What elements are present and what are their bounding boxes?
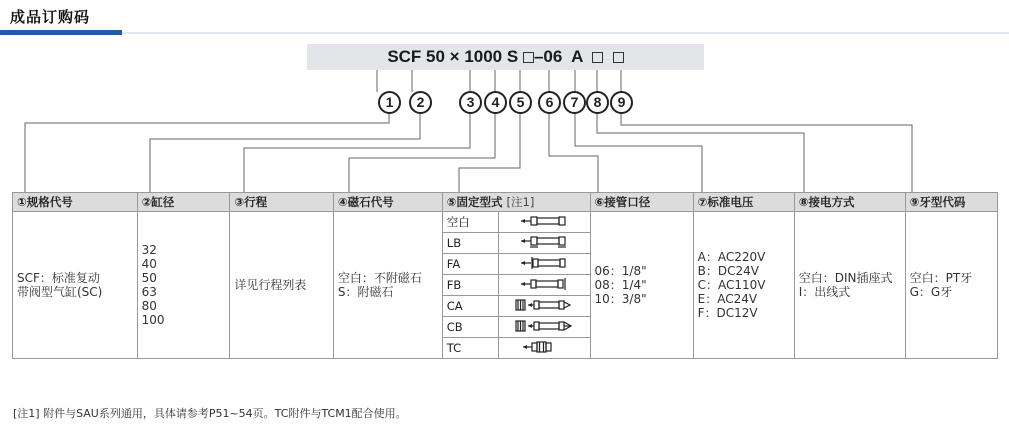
header-magnet: ④磁石代号: [333, 193, 442, 212]
rear-flange-cylinder-icon: [499, 275, 590, 296]
header-spec: ①规格代号: [13, 193, 138, 212]
wiring-cell: 空白：DIN插座式 I：出线式: [794, 212, 905, 359]
port-cell: 06：1/8" 08：1/4" 10：3/8": [590, 212, 693, 359]
mounting-label: FB: [442, 275, 498, 296]
circle-marker-2: 2: [409, 91, 432, 114]
circle-marker-8: 8: [586, 91, 609, 114]
spec-cell: SCF：标准复动 带阀型气缸(SC): [13, 212, 138, 359]
header-bore: ②缸径: [137, 193, 230, 212]
thread-cell: 空白：PT牙 G：G牙: [905, 212, 997, 359]
circle-marker-7: 7: [563, 91, 586, 114]
order-code-table: [12, 192, 998, 359]
mounting-label: LB: [442, 233, 498, 254]
stroke-cell: 详见行程列表: [230, 212, 334, 359]
mounting-label: CB: [442, 317, 498, 338]
header-port: ⑥接管口径: [590, 193, 693, 212]
circle-marker-4: 4: [484, 91, 507, 114]
voltage-cell: A：AC220V B：DC24V C：AC110V E：AC24V F：DC12V: [693, 212, 794, 359]
order-code-part2: –06 A: [533, 47, 593, 66]
order-code-part1: SCF 50 × 1000 S: [387, 47, 523, 66]
footnote: [注1] 附件与SAU系列通用，具体请参考P51~54页。TC附件与TCM1配合使用。: [13, 407, 407, 420]
mounting-label: 空白: [442, 212, 498, 233]
foot-mount-cylinder-icon: [499, 233, 590, 254]
header-voltage: ⑦标准电压: [693, 193, 794, 212]
single-clevis-cylinder-icon: [499, 296, 590, 317]
header-mounting-note: [注1]: [506, 195, 535, 209]
header-thread: ⑨牙型代码: [905, 193, 997, 212]
table-header-row: [13, 193, 998, 212]
trunnion-cylinder-icon: [499, 338, 590, 359]
magnet-cell: 空白：不附磁石 S：附磁石: [333, 212, 442, 359]
mounting-label: TC: [442, 338, 498, 359]
table-row: [13, 212, 998, 233]
circle-marker-5: 5: [509, 91, 532, 114]
header-mounting-label: ⑤固定型式: [446, 195, 503, 209]
header-wiring: ⑧接电方式: [794, 193, 905, 212]
basic-cylinder-icon: [499, 212, 590, 233]
circle-marker-6: 6: [538, 91, 561, 114]
front-flange-cylinder-icon: [499, 254, 590, 275]
circle-marker-1: 1: [378, 91, 401, 114]
double-clevis-cylinder-icon: [499, 317, 590, 338]
circle-marker-9: 9: [610, 91, 633, 114]
header-stroke: ③行程: [230, 193, 334, 212]
header-mounting: [442, 193, 590, 212]
circle-marker-3: 3: [459, 91, 482, 114]
mounting-label: FA: [442, 254, 498, 275]
section-title: 成品订购码: [10, 8, 91, 26]
mounting-label: CA: [442, 296, 498, 317]
bore-cell: 32 40 50 63 80 100: [137, 212, 230, 359]
